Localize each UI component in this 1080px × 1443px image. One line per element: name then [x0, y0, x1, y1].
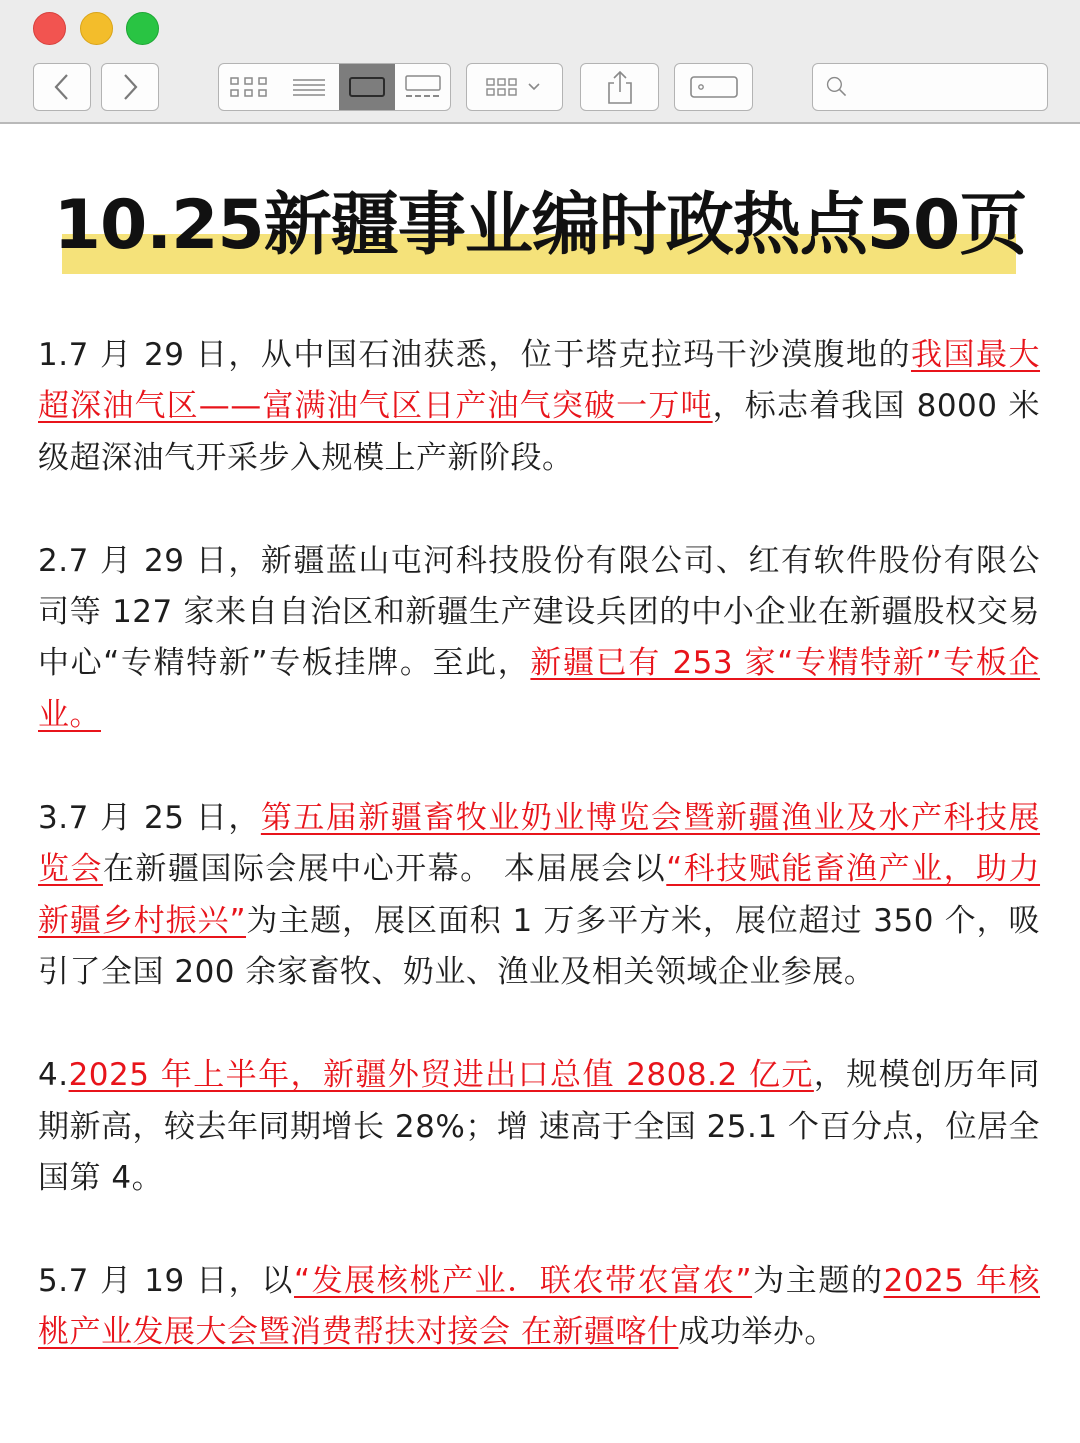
title-block	[0, 178, 1080, 278]
search-icon	[825, 73, 849, 101]
body-text: 5.7 月 19 日，以	[38, 1263, 295, 1300]
minimize-window-button[interactable]	[80, 12, 113, 45]
body-text: ，标志着我国 8000 米级超深油气开采步入规模上产新阶段。	[38, 388, 1040, 476]
single-page-view-button[interactable]	[339, 64, 396, 110]
tag-icon	[688, 73, 740, 101]
zoom-window-button[interactable]	[126, 12, 159, 45]
document-body	[38, 330, 1040, 1411]
news-item	[38, 536, 1040, 741]
chevron-left-icon	[52, 72, 72, 102]
news-item	[38, 1256, 1040, 1359]
body-text: 4.	[38, 1057, 69, 1094]
gallery-view-button[interactable]	[395, 64, 450, 110]
highlighted-text: 2025 年核桃产业发展大会暨消费帮扶对接会 在新疆喀什	[38, 1263, 1041, 1351]
forward-button[interactable]	[101, 63, 159, 111]
grid-view-button[interactable]	[219, 64, 279, 110]
page-title: 10.25新疆事业编时政热点50页	[53, 186, 1027, 265]
highlighted-text: 我国最大超深油气区——富满油气区日产油气突破一万吨	[38, 337, 1041, 425]
body-text: 3.7 月 25 日，	[38, 800, 261, 837]
news-item	[38, 1050, 1040, 1204]
body-text: 为主题，展区面积 1 万多平方米，展位超过 350 个，吸 引了全国 200 余家畜牧、奶业、渔业及相关领域企业参展。	[38, 902, 1041, 990]
chevron-right-icon	[120, 72, 140, 102]
group-by-dropdown[interactable]	[466, 63, 563, 111]
list-view-icon	[291, 75, 327, 99]
news-item	[38, 793, 1040, 998]
body-text: 1.7 月 29 日，从中国石油获悉，位于塔克拉玛干沙漠腹地的	[38, 337, 911, 373]
highlighted-text: 2025 年上半年，新疆外贸进出口总值 2808.2 亿元	[68, 1057, 814, 1094]
tag-button[interactable]	[674, 63, 753, 111]
search-field[interactable]	[812, 63, 1048, 111]
body-text: ，规模创历年同期新高，较去年同期增长 28%；增 速高于全国 25.1 个百分点，位居全国第 4。	[38, 1057, 1040, 1196]
highlighted-text: 新疆已有 253 家“专精特新”专板企业。	[38, 645, 1041, 733]
share-icon	[605, 69, 635, 105]
window-toolbar	[0, 0, 1080, 124]
gallery-view-icon	[403, 74, 443, 100]
grid-view-icon	[229, 75, 269, 99]
body-text: 2.7 月 29 日，新疆蓝山屯河科技股份有限公司、红有软件股份有限公司等 127 家来自自治区和新疆生产建设兵团的中小企业在新疆股权交易中心“专精特新”专板挂牌。至此，	[38, 542, 1040, 682]
group-by-icon	[485, 74, 545, 100]
view-mode-group	[218, 63, 451, 111]
body-text: 为主题的	[752, 1263, 884, 1300]
news-item	[38, 330, 1040, 484]
body-text: 成功举办。	[678, 1314, 836, 1351]
highlighted-text: 第五届新疆畜牧业奶业博览会暨新疆渔业及水产科技展览会	[38, 800, 1041, 888]
search-input[interactable]	[857, 64, 1047, 110]
list-view-button[interactable]	[279, 64, 338, 110]
close-window-button[interactable]	[33, 12, 66, 45]
body-text: 在新疆国际会展中心开幕。 本届展会以	[102, 851, 667, 888]
share-button[interactable]	[580, 63, 659, 111]
single-page-view-icon	[348, 75, 386, 99]
highlighted-text: “发展核桃产业．联农带农富农”	[294, 1263, 753, 1300]
back-button[interactable]	[33, 63, 91, 111]
highlighted-text: “科技赋能畜渔产业，助力新疆乡村振兴”	[38, 851, 1041, 939]
